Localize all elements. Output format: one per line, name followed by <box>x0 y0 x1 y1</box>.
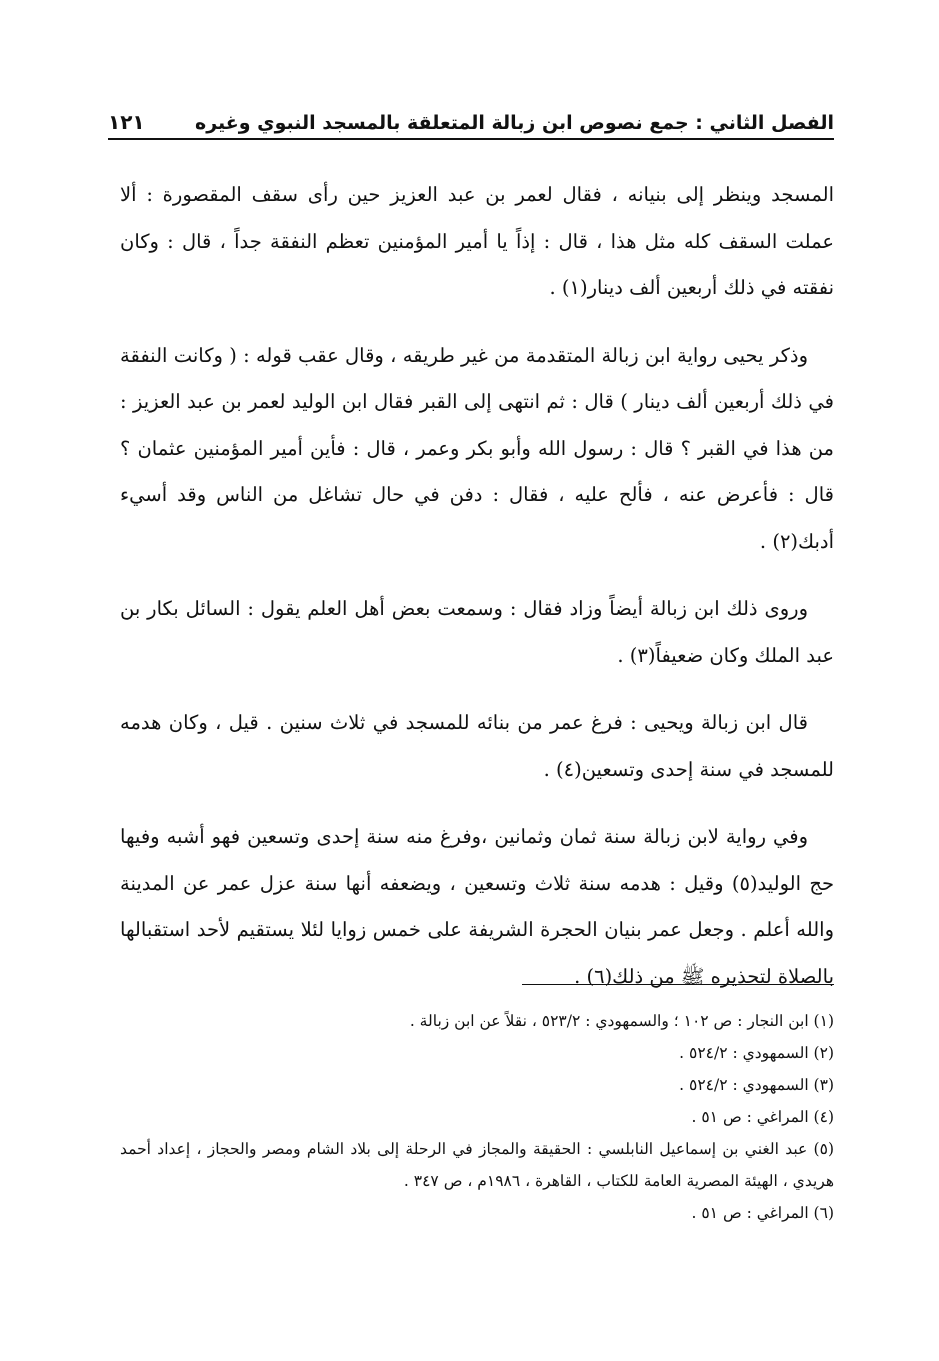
paragraph: وذكر يحيى رواية ابن زبالة المتقدمة من غير طريقه ، وقال عقب قوله : ( وكانت النفقة في ذلك أربعين ألف دينار ) قال : ثم انتهى إلى القبر فقال ابن الوليد لعمر بن عبد العزيز : من هذا في القبر ؟ قال : رسول الله وأبو بكر وعمر ، قال : فأين أمير المؤمنين عثمان ؟ قال : فأعرض عنه ، فألح عليه ، فقال : دفن في حال تشاغل من الناس وقد أسيء أدبك(٢) . <box>120 343 834 553</box>
paragraph: المسجد وينظر إلى بنيانه ، فقال لعمر بن عبد العزيز حين رأى سقف المقصورة : ألا عملت السقف كله مثل هذا ، قال : إذاً يا أمير المؤمنين تعظم النفقة جداً ، قال : وكان نفقته في ذلك أربعين ألف دينار(١) . <box>120 183 834 299</box>
footnote: (٤) المراغي : ص ٥١ . <box>691 1108 834 1126</box>
footnote-divider <box>522 984 834 985</box>
footnote: (٦) المراغي : ص ٥١ . <box>691 1204 834 1222</box>
footnote: (٢) السمهودي : ٥٢٤/٢ . <box>679 1044 834 1062</box>
main-text <box>120 172 834 1021</box>
running-header <box>108 100 834 140</box>
footnote: (٥) عبد الغني بن إسماعيل النابلسي : الحقيقة والمجاز في الرحلة إلى بلاد الشام ومصر والحجاز ، إعداد أحمد هريدي ، الهيئة المصرية العامة للكتاب ، القاهرة ، ١٩٨٦م ، ص ٣٤٧ . <box>120 1140 834 1190</box>
footnotes-list <box>120 1005 834 1229</box>
page-number: ١٢١ <box>108 110 145 134</box>
footnote: (١) ابن النجار : ص ١٠٢ ؛ والسمهودي : ٥٢٣/٢ ، نقلاً عن ابن زبالة . <box>409 1012 834 1030</box>
footnote: (٣) السمهودي : ٥٢٤/٢ . <box>679 1076 834 1094</box>
paragraph: قال ابن زبالة ويحيى : فرغ عمر من بنائه للمسجد في ثلاث سنين . قيل ، وكان هدمه للمسجد في سنة إحدى وتسعين(٤) . <box>120 711 834 781</box>
paragraph: وفي رواية لابن زبالة سنة ثمان وثمانين ،وفرغ منه سنة إحدى وتسعين فهو أشبه وفيها حج الوليد(٥) وقيل : هدمه سنة ثلاث وتسعين ، ويضعفه أنها سنة عزل عمر عن المدينة والله أعلم . وجعل عمر بنيان الحجرة الشريفة على خمس زوايا لئلا يستقيم لأحد استقبالها بالصلاة لتحذيره ﷺ من ذلك(٦) . <box>120 825 834 988</box>
paragraph: وروى ذلك ابن زبالة أيضاً وزاد فقال : وسمعت بعض أهل العلم يقول : السائل بكار بن عبد الملك وكان ضعيفاً(٣) . <box>120 597 834 667</box>
chapter-title: الفصل الثاني : جمع نصوص ابن زبالة المتعلقة بالمسجد النبوي وغيره <box>194 112 834 134</box>
